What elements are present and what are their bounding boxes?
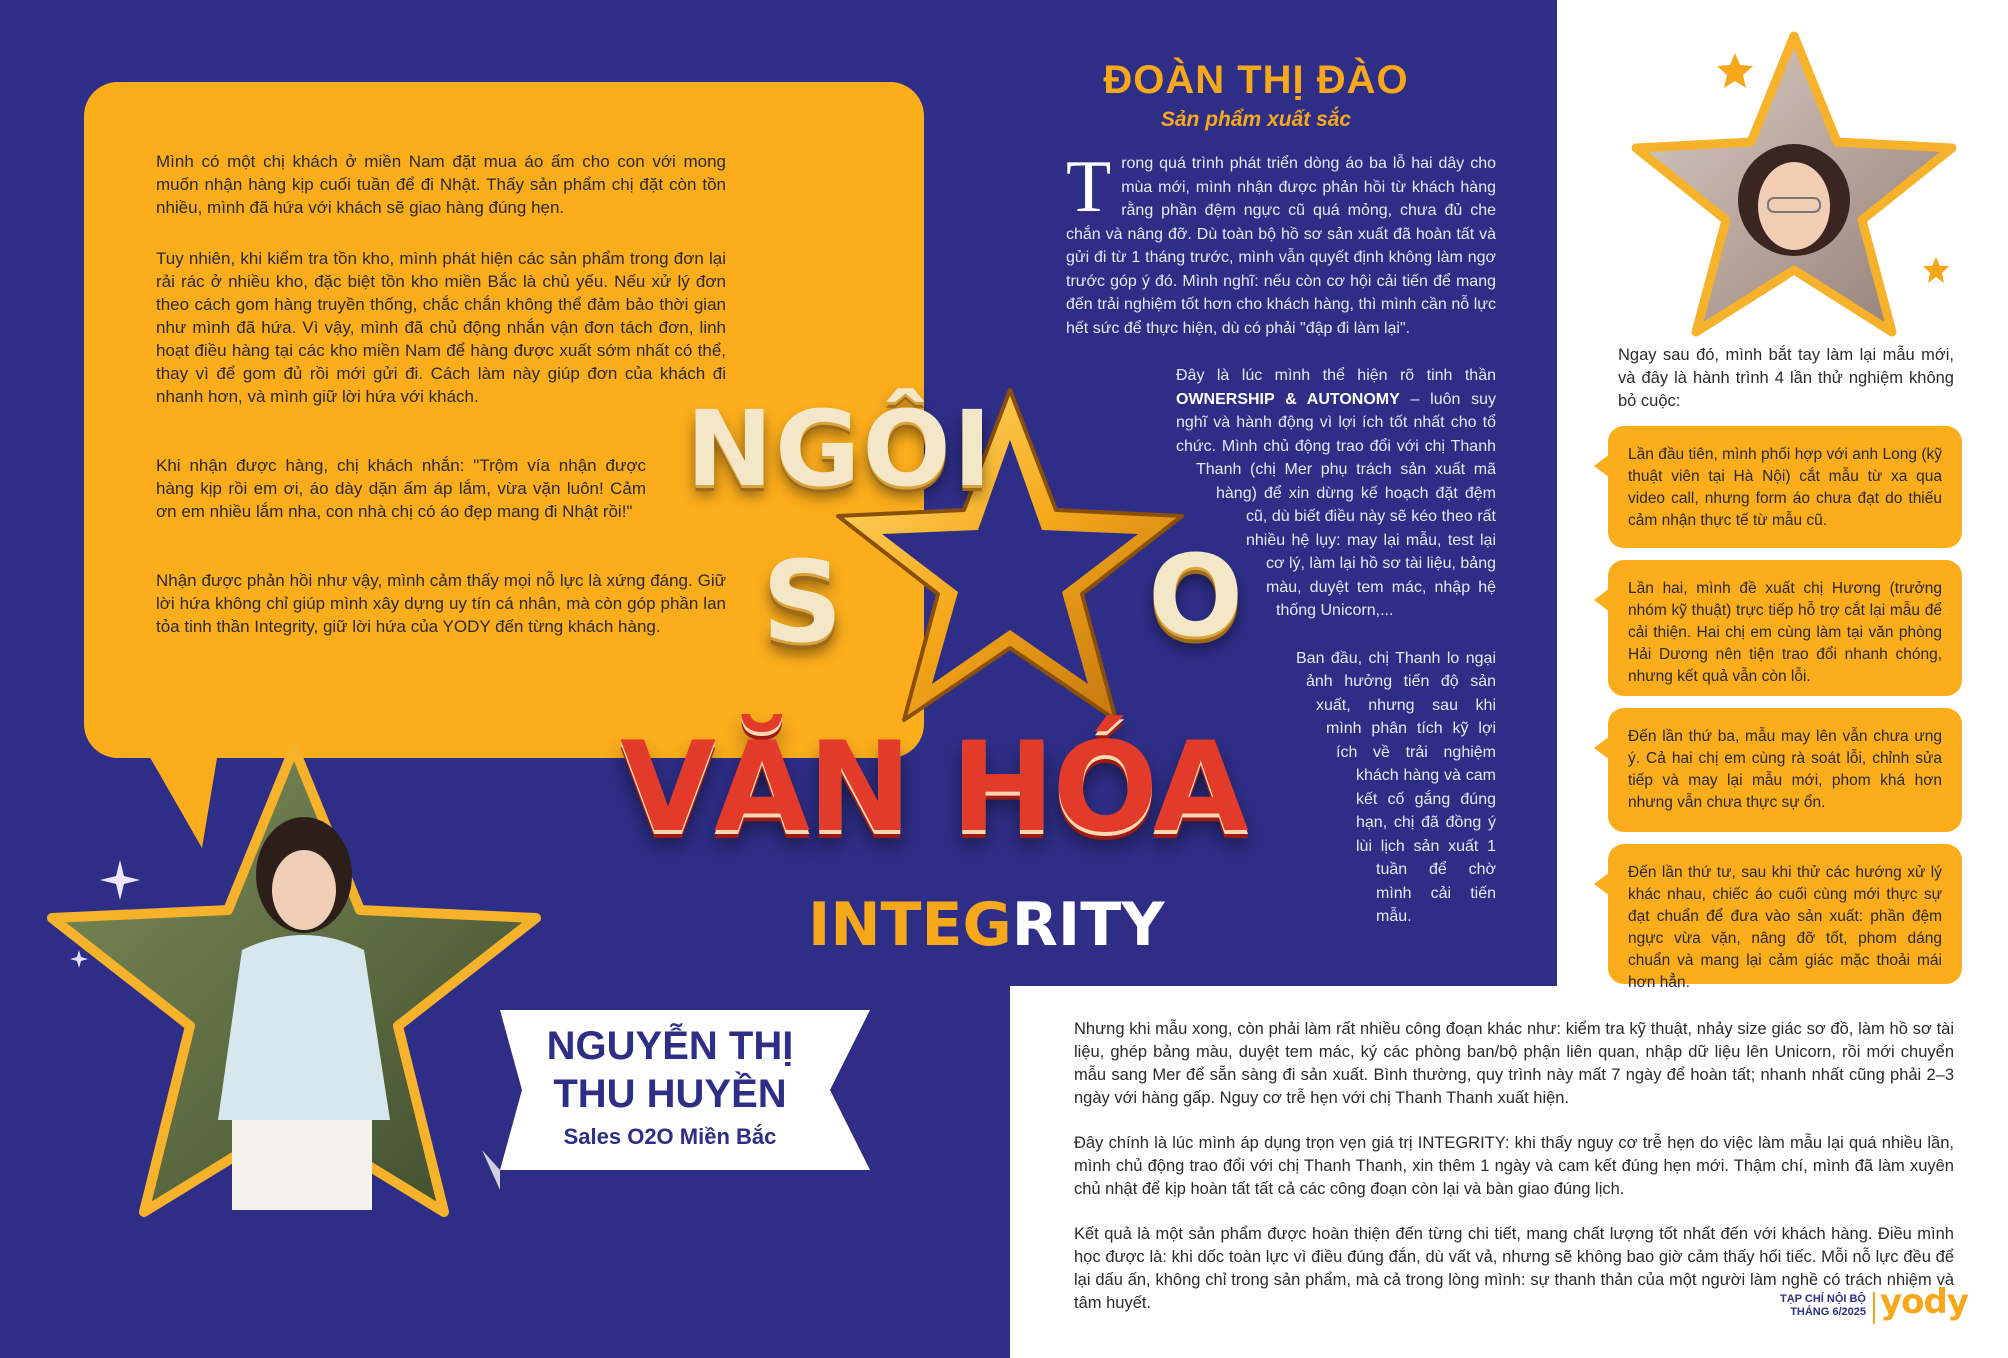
bottom-paragraph: Kết quả là một sản phẩm được hoàn thiện đến từng chi tiết, mang chất lượng tốt nhất đến với khách hàng. Điều mình học được là: khi dốc toàn lực vì điều đúng đắn, dù vất vả, nhưng sẽ không bao giờ cảm thấy hối tiếc. Mỗi nỗ lực đều để lại dấu ấn, không chỉ trong sản phẩm, mà cả trong lòng mình: sự thanh thản của một người làm nghề có trách nhiệm và tâm huyết. (1074, 1225, 1954, 1312)
step-box-tail (1594, 736, 1610, 760)
star-icon (1716, 52, 1754, 90)
bubble-paragraph: Tuy nhiên, khi kiểm tra tồn kho, mình phát hiện các sản phẩm trong đơn lại rải rác ở nhiều kho, đặc biệt tồn kho miền Bắc là chủ yếu. Nếu xử lý đơn theo cách gom hàng truyền thống, chắc chắn không thể đảm bảo thời gian như mình đã hứa. Vì vậy, mình đã chủ động nhắn vận đơn tách đơn, linh hoạt điều hàng tại các kho miền Nam để hàng được xuất sớm nhất có thể, thay vì để gom đủ rồi mới gửi đi. Cách làm này giúp đơn của khách đi nhanh hơn, và mình giữ lời hứa với khách. (156, 249, 726, 406)
bottom-article-text (1074, 1018, 1954, 1337)
step-text: Đến lần thứ ba, mẫu may lên vẫn chưa ưng ý. Cả hai chị em cùng rà soát lỗi, chỉnh sửa tiếp và may lại mẫu mới, phom khá hơn nhưng vẫn chưa thực sự ổn. (1628, 728, 1942, 811)
title-word-ngoi: NGÔI (686, 388, 994, 510)
footer-divider (1873, 1292, 1875, 1324)
drop-cap: T (1066, 146, 1112, 228)
step-text: Lần hai, mình đề xuất chị Hương (trưởng nhóm kỹ thuật) trực tiếp hỗ trợ cắt lại mẫu để cải thiện. Hai chị em cùng làm tại văn phòng Hải Dương nên tiện trao đổi nhanh chóng, nhưng kết quả vẫn còn lỗi. (1628, 580, 1942, 685)
title-word-integrity (808, 890, 1165, 960)
step-text: Đến lần thứ tư, sau khi thử các hướng xử lý khác nhau, chiếc áo cuối cùng mới thực sự đạt chuẩn để đưa vào sản xuất: phần đệm ngực vừa vặn, nâng đỡ tốt, phom dáng chuẩn và mang lại cảm giác mặc thoải mái hơn hẳn. (1628, 864, 1942, 991)
bubble-paragraph: Mình có một chị khách ở miền Nam đặt mua áo ấm cho con với mong muốn nhận hàng kịp cuối tuần để đi Nhật. Thấy sản phẩm chị đặt còn tồn nhiều, mình đã hứa với khách sẽ giao hàng đúng hẹn. (156, 152, 726, 217)
bottom-paragraph: Nhưng khi mẫu xong, còn phải làm rất nhiều công đoạn khác như: kiểm tra kỹ thuật, nhảy size giác sơ đồ, làm hồ sơ tài liệu, ghép bảng màu, duyệt tem mác, ký các phòng ban/bộ phận liên quan, nhập dữ liệu lên Unicorn, rồi mới chuyển mẫu sang Mer để sẵn sàng đi sản xuất. Bình thường, quy trình này mất 7 ngày để hoàn tất; nhanh nhất cũng phải 2–3 ngày với hàng gấp. Nguy cơ trễ hẹn với chị Thanh Thanh xuất hiện. (1074, 1020, 1954, 1107)
step-text: Lần đầu tiên, mình phối hợp với anh Long (kỹ thuật viên tại Hà Nội) cắt mẫu từ xa qua video call, nhưng form áo chưa đạt do thiếu cảm nhận thực tế từ mẫu cũ. (1628, 446, 1942, 529)
bubble-paragraph: Nhận được phản hồi như vậy, mình cảm thấy mọi nỗ lực là xứng đáng. Giữ lời hứa không chỉ giúp mình xây dựng uy tín cá nhân, mà còn góp phần lan tỏa tinh thần Integrity, giữ lời hứa của YODY đến từng khách hàng. (156, 571, 726, 636)
profile-right-name: ĐOÀN THỊ ĐÀO (1103, 58, 1409, 102)
mid-paragraph: Ban đầu, chị Thanh lo ngại ảnh hưởng tiến độ sản xuất, nhưng sau khi mình phân tích kỹ lợi ích về trải nghiệm khách hàng và cam kết cố gắng đúng hạn, chị đã đồng ý lùi lịch sản xuất 1 tuần để chờ mình cải tiến mẫu. (1296, 649, 1496, 925)
profile-left-name-line2: THU HUYỀN (553, 1072, 787, 1116)
step-box-tail (1594, 454, 1610, 478)
magazine-label-line2: THÁNG 6/2025 (1790, 1306, 1866, 1318)
profile-left-name-line1: NGUYỄN THỊ (546, 1024, 794, 1068)
profile-right-photo-frame (1628, 30, 1960, 348)
step-box (1608, 426, 1962, 548)
magazine-label-line1: TẠP CHÍ NỘI BỘ (1780, 1293, 1866, 1305)
step-box-tail (1594, 588, 1610, 612)
mid-paragraph: Đây là lúc mình thể hiện rõ tinh thần (1176, 367, 1496, 384)
star-icon (1922, 256, 1950, 284)
integrity-part-b: RITY (1011, 890, 1165, 960)
mid-paragraph: – luôn suy nghĩ và hành động vì lợi ích tốt nhất cho tổ chức. Mình chủ động trao đổi với chị Thanh Thanh (chị Mer phụ trách sản xuất mã hàng) để xin dừng kế hoạch đặt đệm cũ, dù biết điều này sẽ kéo theo rất nhiều hệ lụy: may lại mẫu, test lại cơ lý, làm lại hồ sơ tài liệu, bảng màu, duyệt tem mác, nhập hệ thống Unicorn,... (1176, 390, 1496, 619)
ownership-highlight: OWNERSHIP & AUTONOMY (1176, 390, 1400, 408)
yody-logo: yody (1880, 1282, 1969, 1322)
profile-left-photo-frame (42, 740, 542, 1240)
profile-right-role: Sản phẩm xuất sắc (1160, 108, 1352, 131)
bubble-paragraph: Khi nhận được hàng, chị khách nhắn: "Trộm vía nhận được hàng kịp rồi em ơi, áo dày dặn ấm áp lắm, vừa vặn luôn! Cảm ơn em nhiều lắm nha, con nhà chị có áo đẹp mang đi Nhật rồi!" (156, 456, 646, 521)
profile-left-name (520, 1022, 820, 1118)
integrity-part-a: INTEG (808, 890, 1012, 960)
step-box (1608, 708, 1962, 832)
step-box (1608, 844, 1962, 991)
title-letter-o: O (1148, 532, 1244, 662)
step-box-tail (1594, 872, 1610, 896)
title-letter-s: S (762, 538, 843, 668)
title-word-van-hoa: VĂN HÓA (620, 716, 1247, 860)
profile-left-role: Sales O2O Miền Bắc (563, 1124, 777, 1149)
right-intro-text: Ngay sau đó, mình bắt tay làm lại mẫu mới, và đây là hành trình 4 lần thử nghiệm không bỏ cuộc: (1618, 346, 1954, 410)
bottom-paragraph: Đây chính là lúc mình áp dụng trọn vẹn giá trị INTEGRITY: khi thấy nguy cơ trễ hẹn do việc làm mẫu lại quá nhiều lần, mình chủ động trao đổi với chị Thanh Thanh, xin thêm 1 ngày và cam kết đúng hẹn mới. Thậm chí, mình đã làm xuyên chủ nhật để kịp hoàn tất tất cả các công đoạn còn lại và bàn giao đúng lịch. (1074, 1134, 1954, 1198)
step-box (1608, 560, 1962, 696)
magazine-label (1770, 1293, 1866, 1319)
mid-paragraph: rong quá trình phát triển dòng áo ba lỗ hai dây cho mùa mới, mình nhận được phản hồi từ khách hàng rằng phần đệm ngực cũ quá mỏng, chưa đủ che chắn và nâng đỡ. Dù toàn bộ hồ sơ sản xuất đã hoàn tất và gửi đi từ 1 tháng trước, mình vẫn quyết định không làm ngơ trước góp ý đó. Mình nghĩ: nếu còn cơ hội cải tiến để mang đến trải nghiệm tốt hơn cho khách hàng, thì mình cần nỗ lực hết sức để thực hiện, dù có phải "đập đi làm lại". (1066, 155, 1496, 337)
quote-bubble-text (156, 150, 726, 666)
